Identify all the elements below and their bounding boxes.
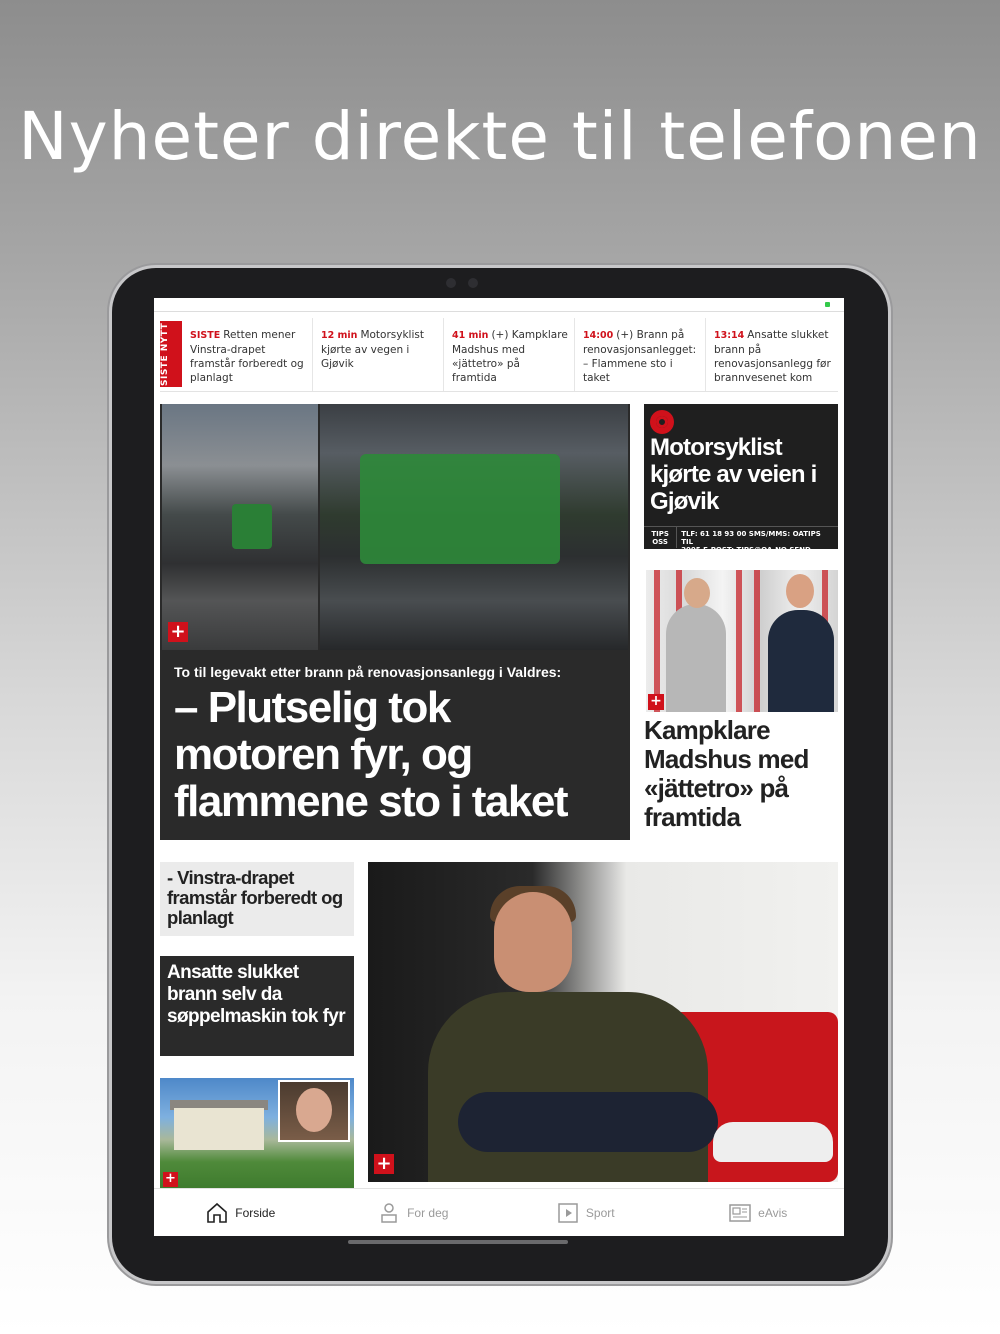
brann-title: Ansatte slukket brann selv da søppelmaskin tok fyr — [167, 962, 346, 1027]
vinstra-title: - Vinstra-drapet framstår forberedt og planlagt — [167, 867, 343, 928]
plus-badge-icon: + — [168, 622, 188, 642]
person-shape — [768, 610, 834, 712]
feature-article[interactable] — [160, 404, 630, 840]
ticker-item[interactable] — [182, 318, 313, 391]
tablet-frame — [112, 268, 888, 1281]
feature-kicker: To til legevakt etter brann på renovasjonsanlegg i Valdres: — [174, 664, 562, 680]
ticker-item[interactable] — [313, 318, 444, 391]
ticker-time: 13:14 — [714, 330, 745, 341]
tab-label: Forside — [235, 1205, 276, 1220]
tips-oss-label: TIPS OSS — [644, 527, 677, 548]
promo-headline: Nyheter direkte til telefonen — [18, 98, 982, 175]
tab-label: eAvis — [758, 1205, 788, 1220]
tab-label: Sport — [585, 1205, 615, 1220]
camera-icon — [446, 278, 456, 288]
vinstra-article[interactable] — [160, 862, 354, 936]
tab-for-deg[interactable] — [327, 1189, 500, 1236]
ticker-item[interactable] — [575, 318, 706, 391]
send-video-link[interactable]: SEND VIDEO — [681, 546, 811, 562]
excavator-shape — [360, 454, 560, 564]
person-head-shape — [684, 578, 710, 608]
person-head-shape — [494, 892, 572, 992]
bottom-tab-bar — [154, 1188, 844, 1236]
tab-sport[interactable] — [499, 1189, 672, 1236]
jacket-shape — [428, 992, 708, 1182]
tips-email-link[interactable]: TIPS@OA.NO — [736, 546, 787, 554]
feature-photo-right — [320, 404, 628, 650]
villa-article-photo[interactable] — [160, 1078, 354, 1190]
person-head-shape — [786, 574, 814, 608]
battery-icon — [825, 302, 830, 307]
ticker-text: (+) Brann på renovasjonsanlegget: – Flammene sto i taket — [583, 329, 697, 384]
status-bar — [154, 298, 844, 312]
ticker-tag: SISTE NYTT — [160, 321, 182, 387]
person-shape — [666, 604, 726, 712]
shoe-shape — [713, 1122, 833, 1162]
feature-title: – Plutselig tok motoren fyr, og flammene sto i taket — [174, 683, 568, 826]
tips-article[interactable] — [644, 404, 838, 562]
excavator-shape — [232, 504, 272, 549]
newspaper-icon — [728, 1201, 752, 1225]
sensor-icon — [468, 278, 478, 288]
app-screen — [154, 298, 844, 1236]
tab-label: For deg — [407, 1205, 449, 1220]
jeans-shape — [458, 1092, 718, 1152]
ticker-text: Retten mener Vinstra-drapet framstår forberedt og planlagt — [190, 329, 304, 384]
ski-article-title[interactable]: Kampklare Madshus med «jättetro» på framtida — [644, 715, 809, 832]
brann-article[interactable] — [160, 956, 354, 1056]
tab-eavis[interactable] — [672, 1189, 845, 1236]
ticker-time: SISTE — [190, 330, 221, 341]
ticker-time: 41 min — [452, 330, 489, 341]
home-indicator[interactable] — [348, 1240, 568, 1244]
ticker-text: Ansatte slukket brann på renovasjonsanlegg før brannvesenet kom — [714, 329, 831, 384]
ticker-item[interactable] — [444, 318, 575, 391]
ticker-item[interactable] — [706, 318, 837, 391]
feature-photo-left — [162, 404, 318, 650]
tips-contact: TLF: 61 18 93 00 SMS/MMS: OATIPS TIL 2005 E-POST: TIPS@OA.NO SEND VIDEO — [681, 530, 821, 562]
ski-photo[interactable] — [646, 570, 838, 712]
person-head-shape — [296, 1088, 332, 1132]
plus-badge-icon: + — [163, 1172, 178, 1187]
villa-shape — [174, 1108, 264, 1150]
home-icon — [205, 1201, 229, 1225]
plus-badge-icon: + — [648, 694, 664, 710]
ticker-time: 12 min — [321, 330, 358, 341]
person-icon — [377, 1201, 401, 1225]
tips-title: Motorsyklist kjørte av veien i Gjøvik — [650, 434, 817, 515]
ticker-text: (+) Kampklare Madshus med «jättetro» på framtida — [452, 329, 568, 384]
plus-badge-icon: + — [374, 1154, 394, 1174]
tab-forside[interactable] — [154, 1189, 327, 1236]
tips-footer — [644, 526, 838, 562]
ticker-text: Motorsyklist kjørte av vegen i Gjøvik — [321, 329, 424, 370]
news-ticker — [160, 318, 838, 392]
ticker-time: 14:00 — [583, 330, 614, 341]
feature-text-box — [160, 650, 630, 840]
oa-logo-icon — [650, 410, 674, 434]
play-icon — [556, 1201, 580, 1225]
portrait-article-photo[interactable] — [368, 862, 838, 1182]
